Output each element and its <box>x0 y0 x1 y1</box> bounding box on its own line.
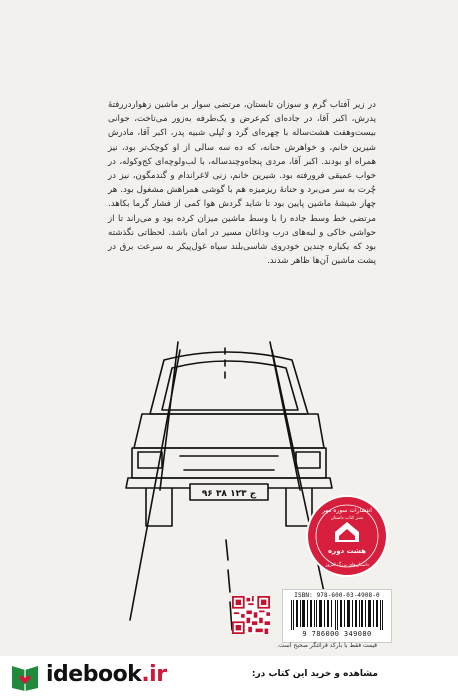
badge-name: هشت دوره <box>328 547 366 555</box>
logo-ext: .ir <box>141 662 167 687</box>
price-note: قیمت فقط با بارکد قرائتگر صحیح است. <box>276 642 378 649</box>
isbn-label: ISBN: 978-600-03-4908-0 <box>294 592 380 599</box>
badge-sub-text: نشر کتاب داستان <box>330 516 364 521</box>
isbn-barcode-box <box>282 589 392 643</box>
barcode <box>289 600 385 630</box>
footer-cta: مشاهده و خرید این کتاب در: <box>251 669 378 679</box>
isbn-number: 9 786000 349080 <box>302 630 372 638</box>
footer-bar <box>0 656 458 700</box>
badge-bottom-text: داستان‌های بزرگ امروز <box>325 563 369 568</box>
book-heart-icon <box>8 660 42 694</box>
badge-top-text: انتشارات سوره مهر <box>322 507 372 514</box>
blurb-text: در زیر آفتاب گرم و سوزان تابستان، مرتضی سوار بر ماشین زهواردررفتهٔ پدرش، اکبر آقا، در جاده‌ای کم‌عرض و یک‌طرفه به‌زور می‌تاخت، جوانی بیست‌وهفت هشت‌ساله با چهره‌ای گرد و تُپلی شبیه پدر، اکبر آقا، مادرش شیرین خانم، و خواهرش حنانه، که ده سه سالی از او کوچک‌تر بود، نیز همراه او بودند. اکبر آقا، مردی پنجاه‌وچندساله، با لب‌ولوچه‌ای کج‌وکوله، در خواب عمیقی فرورفته بود. شیرین خانم، زنی لاغراندام و گندمگون، نیز در چُرت به سر می‌برد و حنانهٔ ریزمیزه هم با گوشی همراهش مشغول بود. هر چهار شیشهٔ ماشین پایین بود تا شاید گردش هوا کمی از فشار گرما بکاهد. مرتضی خط وسط جاده را با وسط ماشین میزان کرده بود و می‌راند تا از حواشی خاکی و لبه‌های درب وداغان مسیر در امان باشد. لحظاتی نگذشته بود که یکباره چندین خودروی شاسی‌بلند سیاه غول‌پیکر به سرعت برق در پشت ماشین آن‌ها ظاهر شدند. <box>108 100 376 267</box>
publisher-badge <box>305 494 389 578</box>
license-plate: ۹۶ ج ۱۲۳ ۳۸ <box>201 489 257 499</box>
site-logo[interactable] <box>46 662 167 687</box>
logo-name: idebook <box>46 662 142 687</box>
qr-code <box>232 596 270 634</box>
